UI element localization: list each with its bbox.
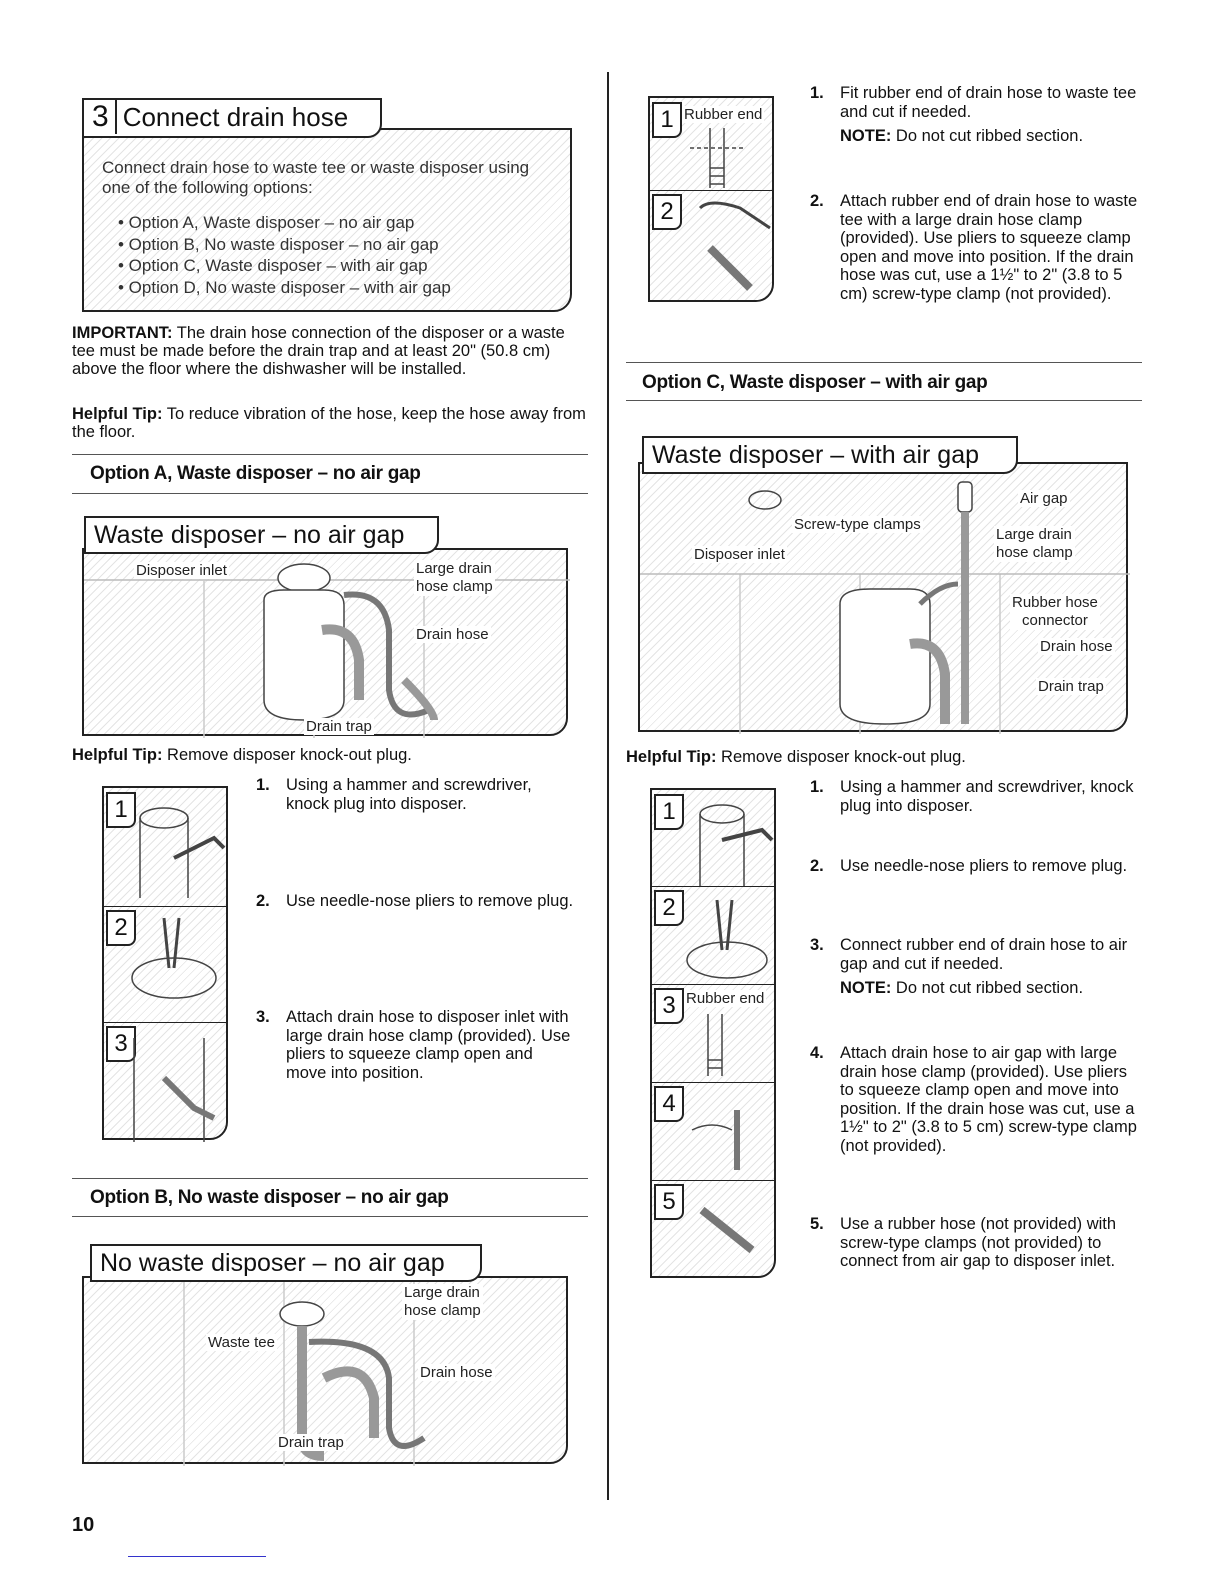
option-b-step-illustrations — [650, 98, 776, 304]
option-b-rule-bottom — [72, 1216, 588, 1217]
step3-number: 3 — [92, 100, 117, 134]
step3-title: Connect drain hose — [122, 102, 349, 132]
label-disposer-inlet: Disposer inlet — [136, 562, 227, 579]
important-text: The drain hose connection of the disposer or a waste tee must be made before the drain trap and at least 20" (50.8 cm) above the floor where the dishwasher will be installed. — [72, 324, 565, 378]
option-list-item: • Option C, Waste disposer – with air gap — [118, 256, 428, 275]
option-c-step-panels — [650, 788, 776, 1278]
option-c-step — [810, 1215, 1140, 1271]
label-drain-hose: Drain hose — [1040, 638, 1113, 655]
step3-options — [118, 212, 451, 298]
step-note — [840, 979, 1140, 998]
step-number: 2. — [810, 192, 824, 210]
step-text: Connect rubber end of drain hose to air gap and cut if needed. — [840, 936, 1128, 973]
helpful-tip-text: Remove disposer knock-out plug. — [716, 748, 966, 766]
important-paragraph — [72, 324, 582, 378]
step-number: 2. — [256, 892, 270, 910]
label-drain-hose: Drain hose — [420, 1364, 493, 1381]
note-label: NOTE: — [840, 127, 892, 145]
panel-number: 1 — [654, 794, 684, 830]
step-text: Using a hammer and screwdriver, knock plug into disposer. — [286, 776, 532, 813]
option-b-figure-title: No waste disposer – no air gap — [90, 1244, 482, 1282]
step-text: Fit rubber end of drain hose to waste tee and cut if needed. — [840, 84, 1137, 121]
option-a-step — [256, 892, 576, 911]
helpful-tip-text: To reduce vibration of the hose, keep the hose away from the floor. — [72, 405, 586, 441]
option-b-step-panels — [648, 96, 774, 302]
helpful-tip-label: Helpful Tip: — [72, 746, 163, 764]
label-drain-trap: Drain trap — [278, 1434, 344, 1451]
label-large-drain-clamp: Large drain hose clamp — [416, 560, 493, 595]
option-c-rule-bottom — [626, 400, 1142, 401]
option-c-step — [810, 1044, 1140, 1155]
option-b-figure — [82, 1276, 568, 1464]
note-text: Do not cut ribbed section. — [891, 979, 1084, 997]
step-text: Attach drain hose to disposer inlet with large drain hose clamp (provided). Use pliers to squeeze clamp open and move into position. — [286, 1008, 571, 1082]
footer-link-line — [128, 1556, 266, 1557]
step-number: 1. — [256, 776, 270, 794]
option-a-rule-bottom — [72, 493, 588, 494]
panel-number: 3 — [106, 1026, 136, 1062]
label-large-drain-clamp: Large drain hose clamp — [996, 526, 1073, 561]
label-rubber-end: Rubber end — [686, 990, 765, 1007]
option-c-step — [810, 936, 1140, 998]
panel-number: 1 — [652, 102, 682, 138]
option-a-figure — [82, 548, 568, 736]
panel-number: 3 — [654, 988, 684, 1024]
option-b-step — [810, 84, 1140, 146]
step-text: Attach rubber end of drain hose to waste tee with a large drain hose clamp (provided). Use pliers to squeeze clamp open and move into position. If the drain hose was cut, use a 1½" to 2" (3.8 to 5 cm) screw-type clamp (not provided). — [840, 192, 1138, 303]
step-number: 3. — [810, 936, 824, 954]
option-a-figure-title: Waste disposer – no air gap — [84, 516, 439, 554]
option-c-figure-title: Waste disposer – with air gap — [642, 436, 1018, 474]
option-list-item: • Option B, No waste disposer – no air gap — [118, 234, 439, 254]
option-b-heading: Option B, No waste disposer – no air gap — [90, 1187, 449, 1208]
label-drain-trap: Drain trap — [1038, 678, 1104, 695]
option-c-step-illustrations — [652, 790, 778, 1280]
note-label: NOTE: — [840, 979, 892, 997]
helpful-tip-label: Helpful Tip: — [72, 405, 163, 423]
helpful-tip-vibration — [72, 405, 587, 441]
option-b-step — [810, 192, 1140, 303]
option-c-tip — [626, 748, 966, 766]
option-a-step — [256, 776, 576, 813]
panel-number: 1 — [106, 792, 136, 828]
note-text: Do not cut ribbed section. — [891, 127, 1084, 145]
option-a-step — [256, 1008, 576, 1082]
label-drain-trap: Drain trap — [306, 718, 372, 735]
step3-intro: Connect drain hose to waste tee or waste disposer using one of the following options: — [102, 158, 530, 197]
option-a-step-panels — [102, 786, 228, 1140]
option-list-item: • Option A, Waste disposer – no air gap — [118, 213, 415, 232]
panel-number: 4 — [654, 1086, 684, 1122]
page-number: 10 — [72, 1514, 95, 1536]
panel-number: 2 — [652, 194, 682, 230]
label-drain-hose: Drain hose — [416, 626, 489, 643]
label-rubber-connector: Rubber hose connector — [1012, 594, 1098, 629]
step-text: Using a hammer and screwdriver, knock plug into disposer. — [840, 778, 1134, 815]
helpful-tip-label: Helpful Tip: — [626, 748, 717, 766]
label-large-drain-clamp: Large drain hose clamp — [404, 1284, 481, 1319]
step-text: Use needle-nose pliers to remove plug. — [286, 892, 574, 910]
step-number: 4. — [810, 1044, 824, 1062]
step-note — [840, 127, 1140, 146]
option-c-heading: Option C, Waste disposer – with air gap — [642, 372, 988, 393]
label-waste-tee: Waste tee — [208, 1334, 275, 1351]
important-label: IMPORTANT: — [72, 324, 173, 342]
label-screw-clamps: Screw-type clamps — [794, 516, 921, 533]
helpful-tip-text: Remove disposer knock-out plug. — [162, 746, 412, 764]
label-disposer-inlet: Disposer inlet — [694, 546, 785, 563]
step-text: Attach drain hose to air gap with large drain hose clamp (provided). Use pliers to squeeze clamp open and move into position. If the drain hose was cut, use a 1½" to 2" (3.8 to 5 cm) screw-type clamp (not provided). — [840, 1044, 1137, 1155]
option-a-step-illustrations — [104, 788, 230, 1142]
option-a-rule-top — [72, 454, 588, 455]
panel-number: 5 — [654, 1184, 684, 1220]
step-number: 3. — [256, 1008, 270, 1026]
step-text: Use needle-nose pliers to remove plug. — [840, 857, 1128, 875]
step-number: 1. — [810, 84, 824, 102]
option-c-rule-top — [626, 362, 1142, 363]
option-c-step — [810, 778, 1140, 815]
column-divider — [607, 72, 609, 1500]
step3-title-tab — [82, 98, 382, 138]
option-c-figure — [638, 462, 1128, 732]
option-a-heading: Option A, Waste disposer – no air gap — [90, 463, 421, 484]
step3-box — [82, 128, 572, 312]
option-a-tip — [72, 746, 412, 764]
panel-number: 2 — [654, 890, 684, 926]
step-number: 2. — [810, 857, 824, 875]
label-air-gap: Air gap — [1020, 490, 1068, 507]
step-number: 1. — [810, 778, 824, 796]
label-rubber-end: Rubber end — [684, 106, 763, 123]
option-list-item: • Option D, No waste disposer – with air gap — [118, 277, 451, 297]
step-text: Use a rubber hose (not provided) with screw-type clamps (not provided) to connect from air gap to disposer inlet. — [840, 1215, 1117, 1270]
option-b-rule-top — [72, 1178, 588, 1179]
step-number: 5. — [810, 1215, 824, 1233]
option-c-step — [810, 857, 1140, 876]
panel-number: 2 — [106, 910, 136, 946]
